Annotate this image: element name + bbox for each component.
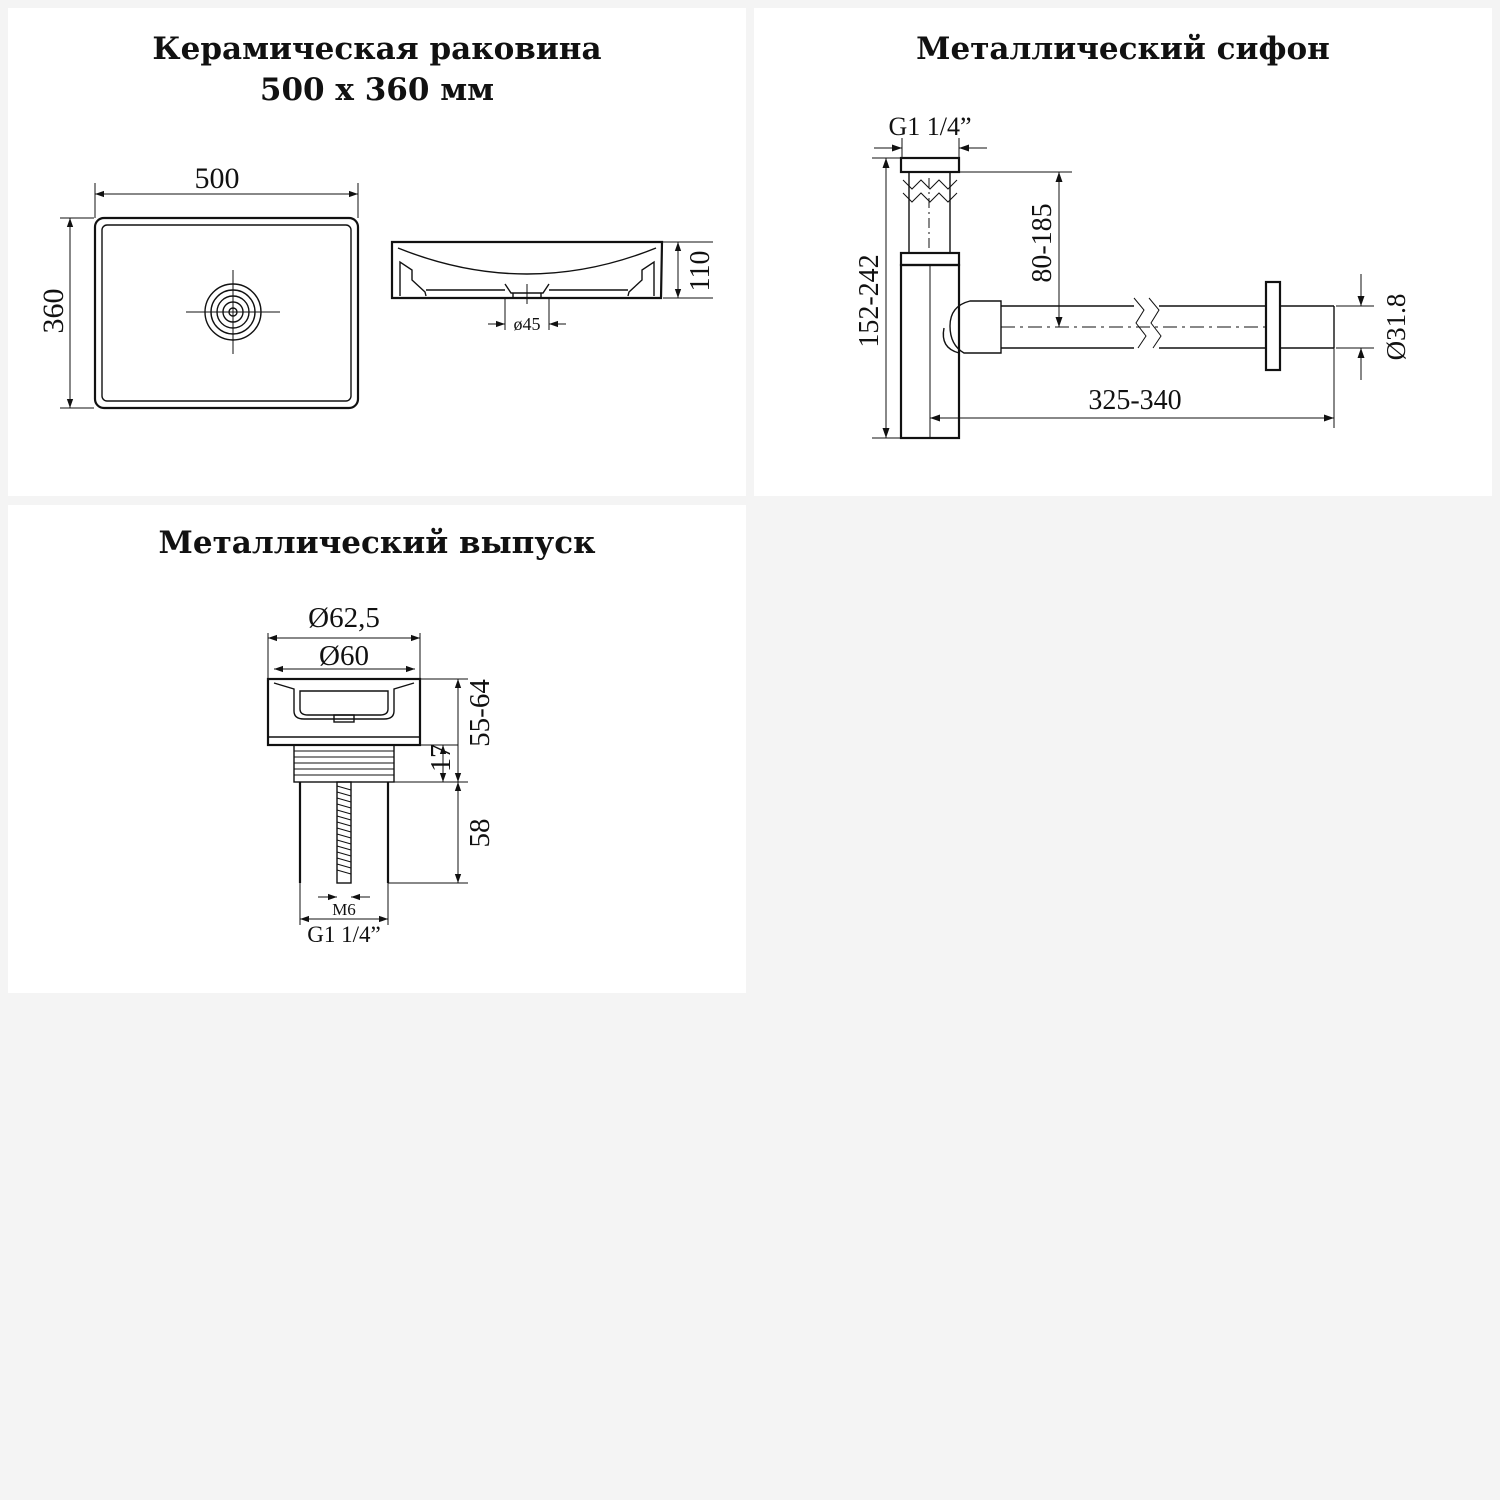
drain-title: Металлический выпуск	[158, 525, 596, 561]
siphon-pipe-diameter-label: Ø31.8	[1381, 293, 1411, 361]
siphon-total-height-dimension	[854, 158, 901, 438]
sink-title-line2: 500 х 360 мм	[259, 72, 495, 108]
sink-height-dimension	[663, 242, 716, 298]
siphon-thread-label: G1 1/4”	[888, 112, 972, 141]
sink-depth-label: 360	[37, 288, 70, 334]
siphon-title: Металлический сифон	[916, 31, 1330, 67]
siphon-thread-dimension	[874, 112, 987, 158]
drain-bolt-label: M6	[332, 900, 356, 919]
siphon-panel	[754, 8, 1492, 496]
drain-inner-diameter-dimension	[274, 640, 415, 672]
drain-bottom-dimensions	[300, 883, 388, 947]
sink-panel	[8, 8, 746, 496]
drain-inner-diameter-label: Ø60	[319, 640, 369, 672]
sink-side-view	[392, 242, 662, 304]
drain-drawing	[8, 505, 746, 993]
drain-range-label: 55-64	[464, 679, 496, 747]
siphon-total-height-label: 152-242	[854, 254, 885, 348]
sink-top-view	[95, 218, 358, 408]
drain-hole-icon	[186, 270, 280, 354]
drain-body	[268, 679, 420, 883]
siphon-drawing	[754, 8, 1492, 496]
sink-width-dimension	[95, 162, 358, 218]
siphon-length-dimension	[930, 348, 1334, 428]
sink-height-label: 110	[685, 250, 716, 292]
sink-drawing	[8, 8, 746, 496]
drain-body-height-label: 58	[464, 818, 496, 848]
siphon-pipe-diameter-dimension	[1336, 274, 1411, 380]
drain-thread-label: G1 1/4”	[307, 922, 381, 947]
sink-width-label: 500	[194, 162, 240, 195]
siphon-length-label: 325-340	[1088, 385, 1182, 416]
sink-title-line1: Керамическая раковина	[152, 31, 602, 67]
bolt-thread-icon	[337, 786, 351, 874]
drain-thread-height-label: 17	[426, 744, 457, 772]
siphon-adjust-height-label: 80-185	[1027, 203, 1058, 283]
drain-height-dimensions	[388, 679, 496, 883]
siphon-adjust-height-dimension	[959, 172, 1072, 327]
drain-panel	[8, 505, 746, 993]
drain-outer-diameter-label: Ø62,5	[308, 602, 380, 634]
sink-drain-label: ø45	[513, 314, 541, 334]
sink-depth-dimension	[37, 218, 94, 408]
